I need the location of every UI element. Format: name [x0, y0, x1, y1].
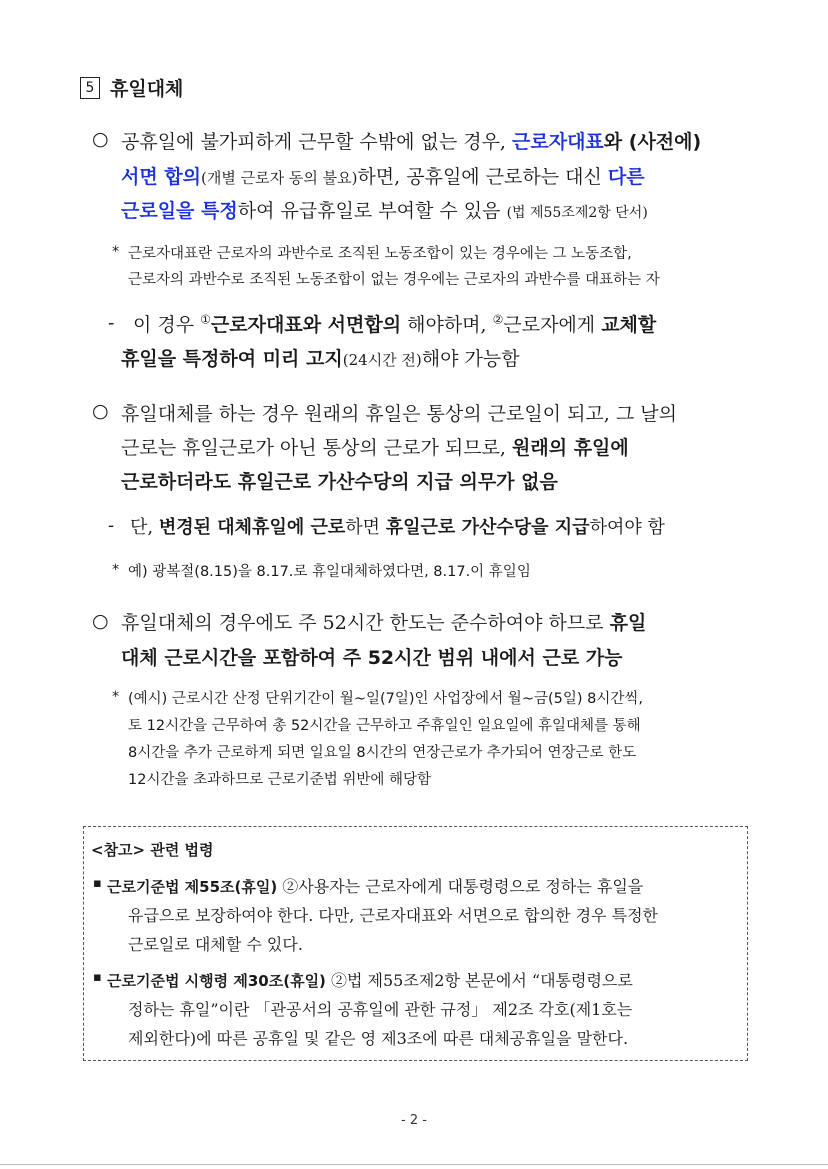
note-1-line-2: 근로자의 과반수로 조직된 노동조합이 없는 경우에는 근로자의 과반수를 대표하는 자 [128, 272, 660, 288]
page-number: - 2 - [401, 1113, 427, 1128]
ref-1-line-3: 근로일로 대체할 수 있다. [128, 935, 303, 954]
section-number-box: 5 [80, 77, 100, 99]
section-heading [80, 74, 183, 101]
ref-2-line-1: 근로기준법 시행령 제30조(휴일) ②법 제55조제2항 본문에서 “대통령령으로 [107, 971, 633, 990]
circle-bullet: ○ [92, 610, 109, 632]
dash-marker: - [108, 312, 115, 334]
note-3-line-2: 토 12시간을 근무하여 총 52시간을 근무하고 주휴일인 일요일에 휴일대체를 통해 [128, 718, 641, 734]
reference-title: <참고> 관련 법령 [91, 841, 214, 859]
note-1-line-1: 근로자대표란 근로자의 과반수로 조직된 노동조합이 있는 경우에는 그 노동조합, [128, 246, 632, 262]
ref-1-line-2: 유급으로 보장하여야 한다. 다만, 근로자대표와 서면으로 합의한 경우 특정한 [128, 906, 658, 925]
circle-bullet: ○ [92, 400, 109, 422]
dash-1-line-1: 이 경우 ①근로자대표와 서면합의 해야하며, ②근로자에게 교체할 [133, 312, 657, 336]
ref-1-line-1: 근로기준법 제55조(휴일) ②사용자는 근로자에게 대통령령으로 정하는 휴일을 [107, 877, 644, 896]
note-2-text: 예) 광복절(8.15)을 8.17.로 휴일대체하였다면, 8.17.이 휴일임 [128, 564, 531, 580]
ref-2-line-2: 정하는 휴일”이란 「관공서의 공휴일에 관한 규정」 제2조 각호(제1호는 [128, 1000, 633, 1019]
circle-bullet: ○ [92, 128, 109, 150]
p1-line-2: 서면 합의(개별 근로자 동의 불요)하면, 공휴일에 근로하는 대신 다른 [121, 166, 645, 188]
square-bullet: ▪ [93, 876, 102, 891]
note-star: * [112, 689, 120, 705]
note-star: * [112, 562, 120, 578]
note-3-line-1: (예시) 근로시간 산정 단위기간이 월~일(7일)인 사업장에서 월~금(5일) 8시간씩, [128, 691, 643, 707]
dash-2-line: 단, 변경된 대체휴일에 근로하면 휴일근로 가산수당을 지급하여야 함 [130, 517, 665, 538]
note-star: * [112, 244, 120, 260]
p2-line-1: 휴일대체를 하는 경우 원래의 휴일은 통상의 근로일이 되고, 그 날의 [121, 403, 677, 425]
note-3-line-4: 12시간을 초과하므로 근로기준법 위반에 해당함 [128, 772, 432, 788]
ref-2-line-3: 제외한다)에 따른 공휴일 및 같은 영 제3조에 따른 대체공휴일을 말한다. [128, 1029, 629, 1048]
p1-line-1: 공휴일에 불가피하게 근무할 수밖에 없는 경우, 근로자대표와 (사전에) [121, 131, 702, 153]
square-bullet: ▪ [93, 970, 102, 985]
p1-line-3: 근로일을 특정하여 유급휴일로 부여할 수 있음 (법 제55조제2항 단서) [121, 200, 648, 222]
page-bottom-divider [0, 1164, 828, 1165]
p3-line-2: 대체 근로시간을 포함하여 주 52시간 범위 내에서 근로 가능 [121, 647, 623, 669]
p3-line-1: 휴일대체의 경우에도 주 52시간 한도는 준수하여야 하므로 휴일 [121, 612, 647, 634]
p2-line-3: 근로하더라도 휴일근로 가산수당의 지급 의무가 없음 [121, 471, 558, 493]
section-title: 휴일대체 [110, 78, 184, 100]
dash-marker: - [108, 515, 115, 536]
dash-1-line-2: 휴일을 특정하여 미리 고지(24시간 전)해야 가능함 [121, 348, 520, 370]
p2-line-2: 근로는 휴일근로가 아닌 통상의 근로가 되므로, 원래의 휴일에 [121, 437, 629, 459]
note-3-line-3: 8시간을 추가 근로하게 되면 일요일 8시간의 연장근로가 추가되어 연장근로 한도 [128, 745, 637, 761]
